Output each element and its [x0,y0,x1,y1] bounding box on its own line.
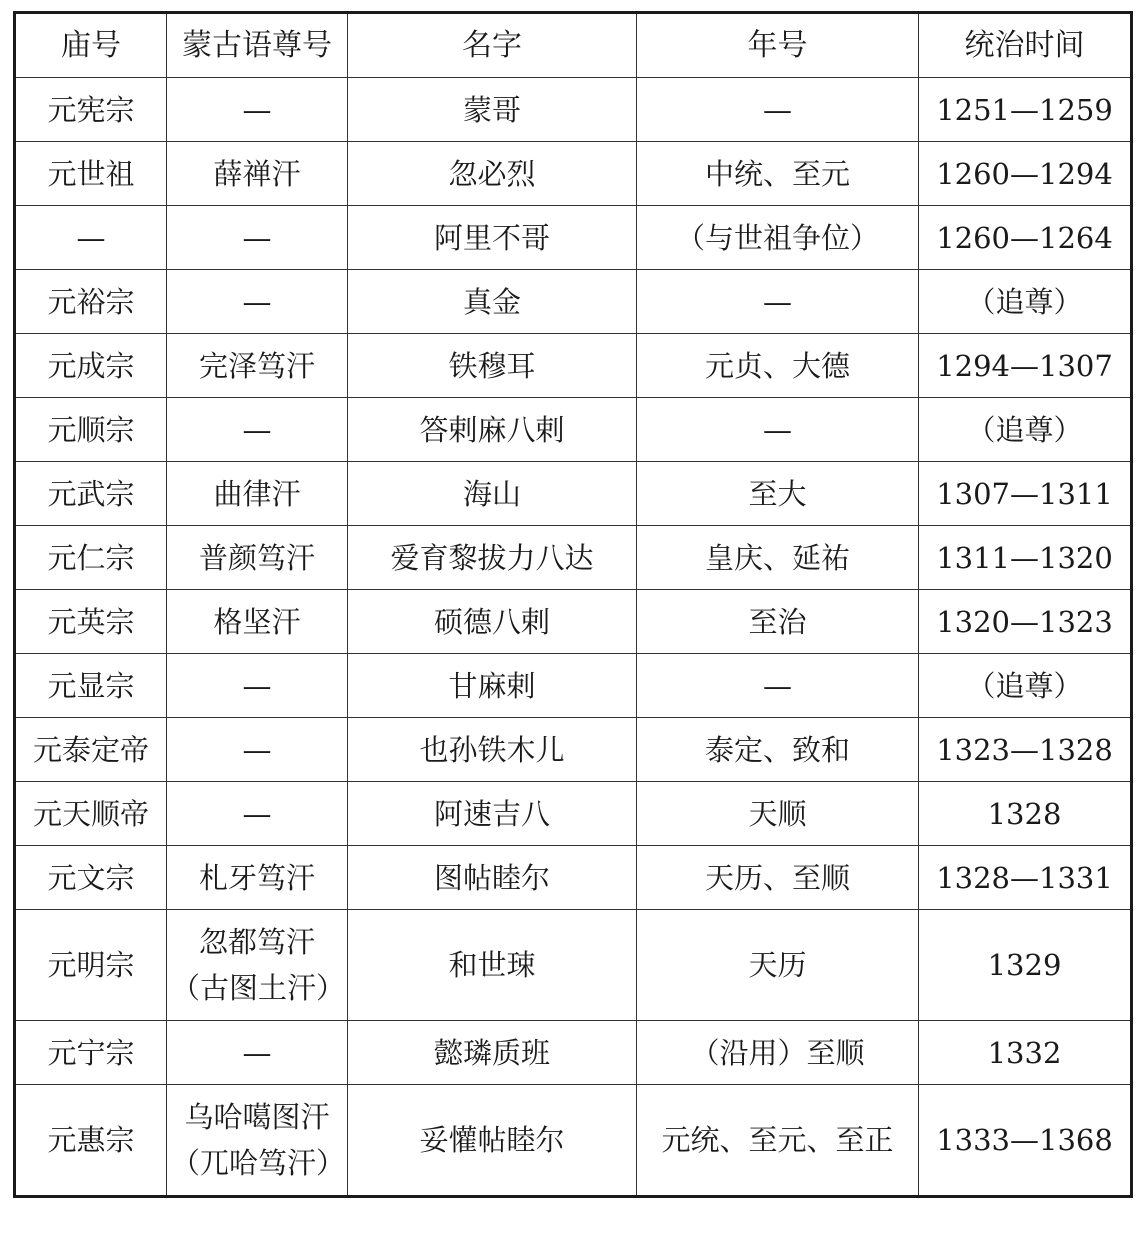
table-row [15,1021,1132,1085]
cell-temple-name: 元宁宗 [15,1021,167,1085]
cell-name: 阿里不哥 [348,206,637,270]
cell-name: 爱育黎拔力八达 [348,526,637,590]
table-row [15,782,1132,846]
table-row [15,654,1132,718]
cell-name: 和世㻋 [348,910,637,1021]
header-row [15,13,1132,78]
cell-temple-name: 元天顺帝 [15,782,167,846]
cell-temple-name: 元世祖 [15,142,167,206]
table-row [15,206,1132,270]
cell-temple-name: 元裕宗 [15,270,167,334]
cell-era-name: 至治 [637,590,919,654]
cell-temple-name: 元明宗 [15,910,167,1021]
cell-era-name: 天顺 [637,782,919,846]
cell-mongol-title: — [167,206,348,270]
cell-temple-name: 元文宗 [15,846,167,910]
cell-temple-name: 元惠宗 [15,1085,167,1197]
cell-mongol-title: — [167,398,348,462]
cell-mongol-title [167,1085,348,1197]
cell-name: 真金 [348,270,637,334]
cell-temple-name: 元成宗 [15,334,167,398]
table-row [15,846,1132,910]
cell-name: 妥懽帖睦尔 [348,1085,637,1197]
cell-temple-name: 元顺宗 [15,398,167,462]
table-row [15,910,1132,1021]
table-row [15,78,1132,142]
cell-era-name: 元贞、大德 [637,334,919,398]
cell-name: 阿速吉八 [348,782,637,846]
cell-mongol-title: 完泽笃汗 [167,334,348,398]
cell-era-name: 元统、至元、至正 [637,1085,919,1197]
cell-mongol-title: — [167,270,348,334]
cell-reign-period: 1294—1307 [919,334,1132,398]
cell-name: 铁穆耳 [348,334,637,398]
table-row [15,590,1132,654]
table-row [15,334,1132,398]
cell-reign-period: 1328 [919,782,1132,846]
header-era-name: 年号 [637,13,919,78]
cell-temple-name: 元宪宗 [15,78,167,142]
cell-temple-name: — [15,206,167,270]
yuan-emperors-table [13,11,1133,1198]
cell-mongol-title: 薛禅汗 [167,142,348,206]
header-temple-name: 庙号 [15,13,167,78]
cell-name: 海山 [348,462,637,526]
cell-era-name: — [637,654,919,718]
cell-reign-period: 1329 [919,910,1132,1021]
cell-reign-period: 1311—1320 [919,526,1132,590]
cell-name: 甘麻剌 [348,654,637,718]
cell-era-name: 至大 [637,462,919,526]
table-row [15,462,1132,526]
table-row [15,1085,1132,1197]
cell-name: 忽必烈 [348,142,637,206]
cell-era-name: — [637,78,919,142]
header-name: 名字 [348,13,637,78]
cell-mongol-title: 普颜笃汗 [167,526,348,590]
cell-line: 乌哈噶图汗 [184,1100,330,1134]
cell-mongol-title: 曲律汗 [167,462,348,526]
cell-temple-name: 元泰定帝 [15,718,167,782]
cell-reign-period: （追尊） [919,398,1132,462]
cell-name: 蒙哥 [348,78,637,142]
table-row [15,526,1132,590]
header-reign-period: 统治时间 [919,13,1132,78]
table-row [15,142,1132,206]
cell-reign-period: 1307—1311 [919,462,1132,526]
cell-mongol-title: 札牙笃汗 [167,846,348,910]
cell-line: 忽都笃汗 [198,925,315,959]
cell-reign-period: 1328—1331 [919,846,1132,910]
cell-era-name: — [637,270,919,334]
cell-mongol-title: — [167,654,348,718]
cell-mongol-title: — [167,782,348,846]
cell-reign-period: 1332 [919,1021,1132,1085]
cell-mongol-title: — [167,718,348,782]
cell-name: 图帖睦尔 [348,846,637,910]
cell-temple-name: 元武宗 [15,462,167,526]
cell-era-name: 天历 [637,910,919,1021]
cell-reign-period: 1323—1328 [919,718,1132,782]
table-row [15,270,1132,334]
cell-era-name: （沿用）至顺 [637,1021,919,1085]
cell-name: 答剌麻八剌 [348,398,637,462]
cell-mongol-title: — [167,78,348,142]
cell-reign-period: （追尊） [919,270,1132,334]
table-row [15,718,1132,782]
cell-name: 硕德八剌 [348,590,637,654]
cell-temple-name: 元仁宗 [15,526,167,590]
cell-era-name: 皇庆、延祐 [637,526,919,590]
cell-line-alt-title: （古图土汗） [171,971,346,1005]
cell-temple-name: 元英宗 [15,590,167,654]
cell-line-alt-title: （兀哈笃汗） [171,1146,346,1180]
cell-mongol-title [167,910,348,1021]
cell-era-name: 天历、至顺 [637,846,919,910]
cell-reign-period: 1333—1368 [919,1085,1132,1197]
cell-era-name: 中统、至元 [637,142,919,206]
cell-mongol-title: — [167,1021,348,1085]
cell-temple-name: 元显宗 [15,654,167,718]
cell-reign-period: 1251—1259 [919,78,1132,142]
cell-era-name: 泰定、致和 [637,718,919,782]
table-container [13,11,1130,1198]
cell-reign-period: （追尊） [919,654,1132,718]
cell-mongol-title: 格坚汗 [167,590,348,654]
cell-era-name: （与世祖争位） [637,206,919,270]
cell-reign-period: 1320—1323 [919,590,1132,654]
cell-reign-period: 1260—1294 [919,142,1132,206]
cell-reign-period: 1260—1264 [919,206,1132,270]
cell-era-name: — [637,398,919,462]
header-mongol-title: 蒙古语尊号 [167,13,348,78]
table-row [15,398,1132,462]
cell-name: 懿璘质班 [348,1021,637,1085]
cell-name: 也孙铁木儿 [348,718,637,782]
